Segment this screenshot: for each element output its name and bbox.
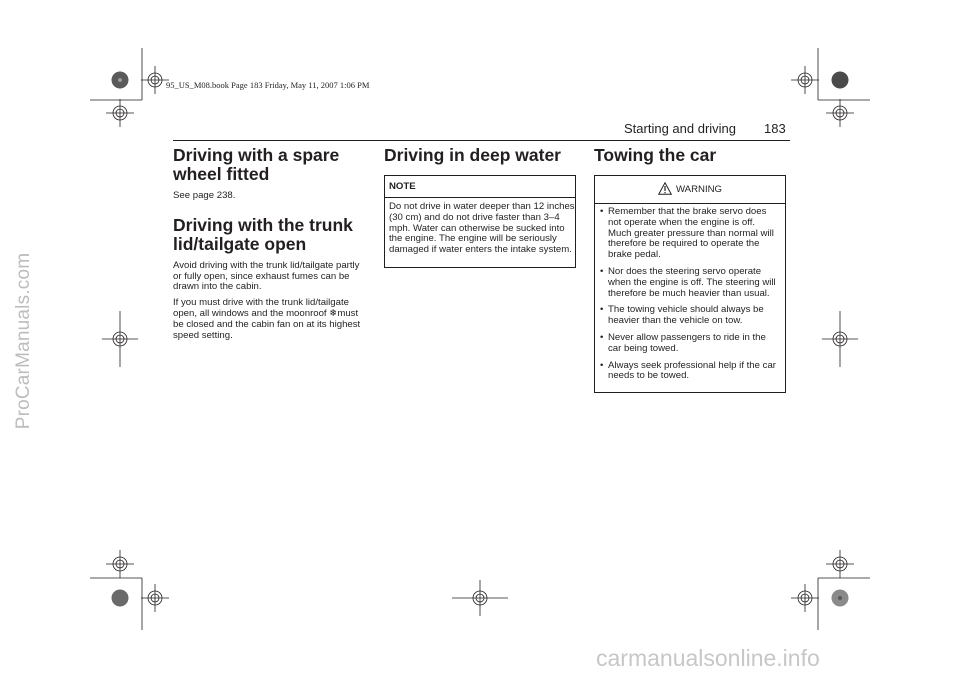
warning-label: WARNING [675, 184, 722, 195]
book-info-line: 95_US_M08.book Page 183 Friday, May 11, 2007 1:06 PM [166, 80, 370, 90]
section-title: Starting and driving [624, 121, 737, 136]
warning-triangle-icon [658, 182, 672, 195]
warning-item [595, 333, 785, 355]
heading-spare-wheel: Driving with a spare wheel fitted [173, 145, 340, 184]
heading-trunk-open: Driving with the trunk lid/tailgate open [173, 214, 353, 254]
bottom-watermark: carmanualsonline.info [596, 645, 820, 671]
heading-towing: Towing the car [594, 145, 717, 165]
trunk-open-para2-start: If you must drive with the trunk lid/tailgate open, all windows and the moonroof [173, 297, 349, 319]
warning-item [595, 305, 785, 327]
moonroof-icon: ❄ [329, 307, 338, 319]
warning-item [595, 267, 785, 299]
side-watermark: ProCarManuals.com [13, 252, 34, 430]
page-number: 183 [764, 121, 786, 136]
spare-wheel-text: See page 238. [173, 190, 236, 201]
warning-item [595, 207, 785, 261]
column-left [173, 146, 368, 346]
trunk-open-para1: Avoid driving with the trunk lid/tailgate partly or fully open, since exhaust fumes can be drawn into the cabin. [173, 259, 360, 293]
bullet: • [600, 206, 604, 217]
column-middle [384, 146, 576, 165]
note-divider [385, 197, 575, 198]
trunk-open-para2 [173, 298, 368, 341]
column-right [594, 146, 786, 165]
bullet: • [600, 265, 604, 277]
warning-item-text: Nor does the steering servo operate when the engine is off. The steering will therefore be much heavier than usual. [608, 265, 776, 299]
warning-header [595, 182, 785, 195]
warning-item-text: Always seek professional help if the car needs to be towed. [608, 359, 776, 382]
heading-deep-water: Driving in deep water [384, 145, 561, 165]
trunk-open-para2-end: must be closed and the cabin fan on at its highest speed setting. [173, 307, 361, 341]
bullet: • [600, 359, 604, 371]
warning-list [595, 207, 785, 388]
bullet: • [600, 331, 604, 343]
warning-divider [595, 203, 785, 204]
warning-box [594, 175, 786, 393]
note-box [384, 175, 576, 268]
note-text: Do not drive in water deeper than 12 inches (30 cm) and do not drive faster than 3–4 mph. Water can otherwise be sucked into the engine. The engine will be seriously damaged if water enters the intake system. [389, 201, 575, 256]
warning-item [595, 361, 785, 383]
header-rule [173, 140, 790, 141]
note-label: NOTE [389, 181, 416, 192]
warning-item-text: Remember that the brake servo does not operate when the engine is off. Much greater pressure than normal will therefore be required to operate the brake pedal. [608, 206, 774, 261]
bullet: • [600, 304, 604, 316]
warning-item-text: The towing vehicle should always be heavier than the vehicle on tow. [608, 304, 764, 327]
warning-item-text: Never allow passengers to ride in the car being towed. [608, 331, 766, 354]
